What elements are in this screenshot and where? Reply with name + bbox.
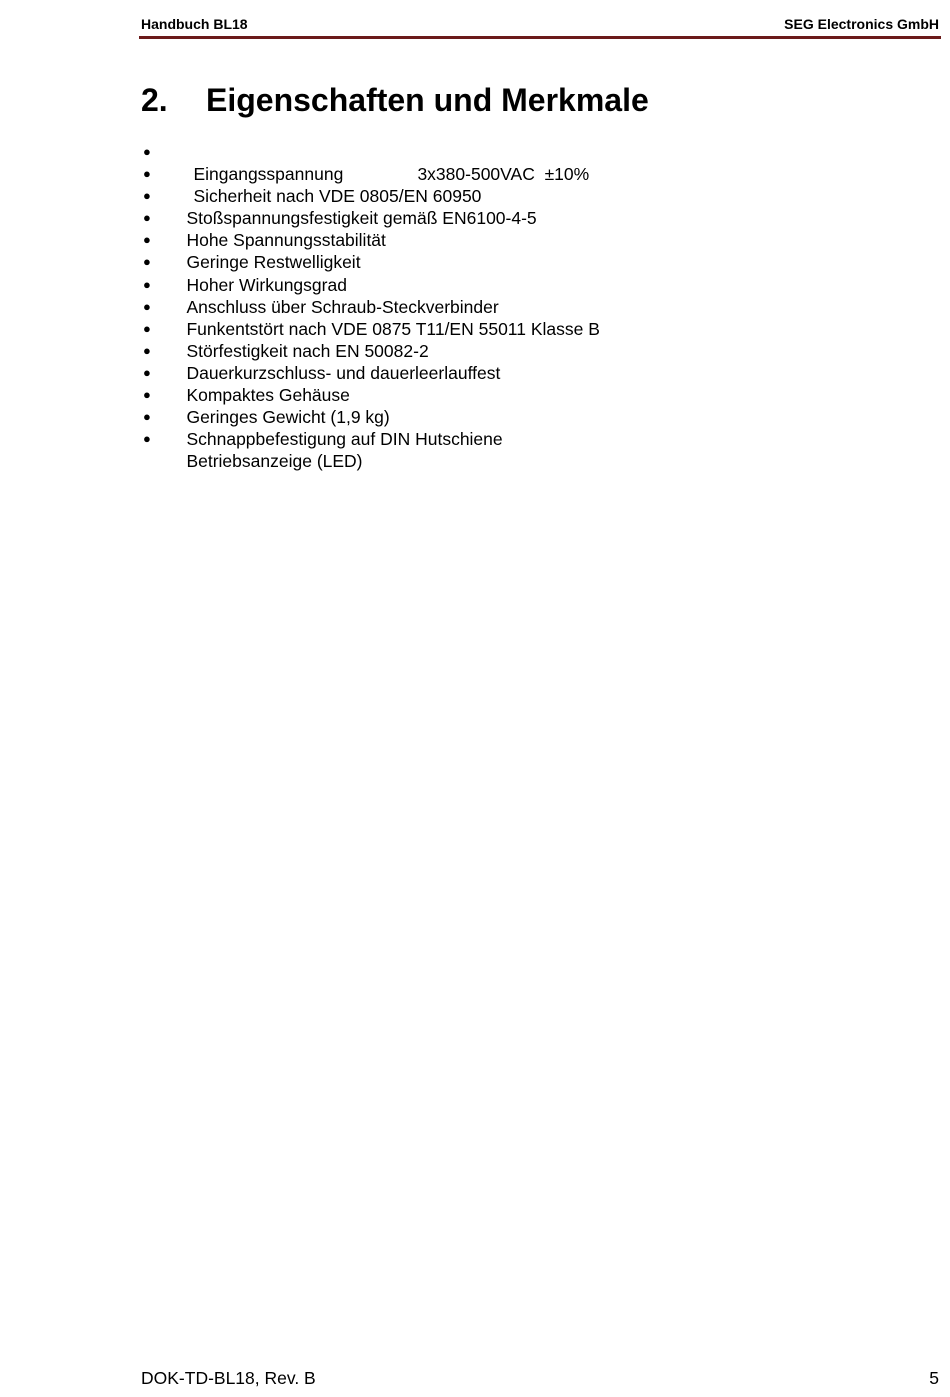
feature-label: Betriebsanzeige (LED) — [186, 451, 363, 472]
list-item — [141, 141, 901, 185]
bullet-icon: ● — [143, 210, 151, 226]
list-item — [141, 384, 901, 428]
bullet-icon: ● — [143, 431, 151, 447]
feature-list — [141, 141, 901, 472]
feature-label: Anschluss über Schraub-Steckverbinder — [186, 296, 499, 317]
bullet-icon: ● — [143, 409, 151, 425]
list-item — [141, 207, 901, 251]
list-item — [141, 163, 901, 207]
bullet-icon: ● — [143, 232, 151, 248]
bullet-icon: ● — [143, 188, 151, 204]
page-header — [141, 16, 939, 34]
feature-label: Sicherheit nach VDE 0805/EN 60950 — [193, 186, 482, 207]
feature-label: Schnappbefestigung auf DIN Hutschiene — [186, 429, 503, 450]
bullet-icon: ● — [143, 342, 151, 358]
feature-value: 3x380-500VAC ±10% — [417, 164, 590, 185]
feature-label: Funkentstört nach VDE 0875 T11/EN 55011 Klasse B — [186, 318, 600, 339]
bullet-icon: ● — [143, 298, 151, 314]
list-item — [141, 185, 901, 229]
page-number: 5 — [929, 1368, 939, 1388]
list-item — [141, 340, 901, 383]
feature-label: Kompaktes Gehäuse — [186, 385, 350, 406]
list-item — [141, 274, 901, 317]
feature-label: Geringe Restwelligkeit — [186, 252, 361, 273]
list-item — [141, 229, 901, 273]
list-item — [141, 406, 901, 450]
section-heading — [141, 80, 649, 120]
list-item — [141, 428, 901, 472]
list-item — [141, 296, 901, 339]
bullet-icon: ● — [143, 166, 151, 182]
header-divider — [139, 36, 941, 39]
bullet-icon: ● — [143, 276, 151, 292]
header-manual-title: Handbuch BL18 — [141, 16, 248, 32]
header-company-name: SEG Electronics GmbH — [784, 16, 939, 32]
list-item — [141, 251, 901, 295]
bullet-icon: ● — [143, 387, 151, 403]
feature-label: Störfestigkeit nach EN 50082-2 — [186, 340, 429, 361]
bullet-icon: ● — [143, 320, 151, 336]
feature-label: Geringes Gewicht (1,9 kg) — [186, 407, 390, 428]
list-item — [141, 318, 901, 361]
section-number: 2. — [141, 82, 168, 118]
page-footer — [141, 1368, 939, 1390]
feature-label: Hohe Spannungsstabilität — [186, 230, 386, 251]
section-title: Eigenschaften und Merkmale — [206, 82, 649, 118]
feature-label: Eingangsspannung — [193, 164, 344, 185]
feature-label: Hoher Wirkungsgrad — [186, 274, 347, 295]
feature-label: Stoßspannungsfestigkeit gemäß EN6100-4-5 — [186, 208, 537, 229]
bullet-icon: ● — [143, 364, 151, 380]
list-item — [141, 362, 901, 406]
document-id: DOK-TD-BL18, Rev. B — [141, 1368, 316, 1388]
bullet-icon: ● — [143, 144, 151, 159]
bullet-icon: ● — [143, 254, 151, 270]
feature-label: Dauerkurzschluss- und dauerleerlauffest — [186, 362, 501, 383]
